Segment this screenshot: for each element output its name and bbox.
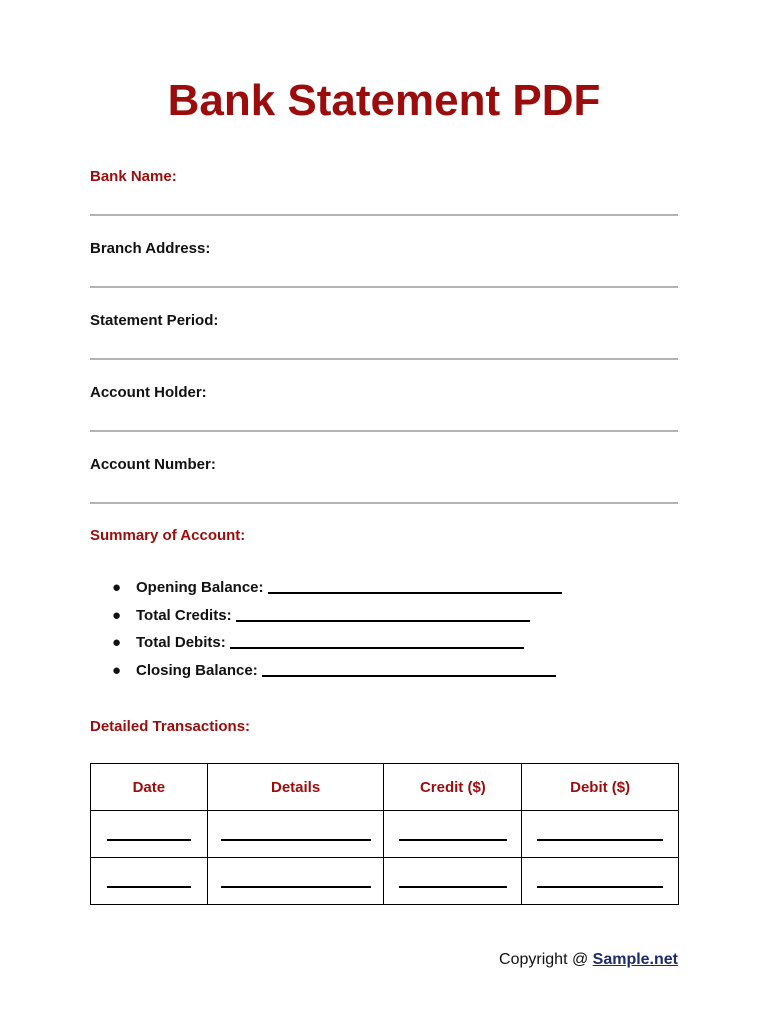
- branch-address-field[interactable]: [90, 240, 678, 288]
- list-item: [112, 579, 562, 607]
- credit-blank: [399, 829, 507, 841]
- copyright-notice: [499, 951, 678, 969]
- total-debits-label: Total Debits:: [136, 634, 226, 652]
- opening-balance-blank[interactable]: [268, 582, 562, 594]
- table-cell[interactable]: [91, 811, 208, 858]
- bullet-icon: ●: [112, 634, 122, 652]
- column-header-debit: Debit ($): [522, 764, 679, 811]
- account-number-field[interactable]: [90, 456, 678, 504]
- account-number-label: Account Number:: [90, 456, 216, 473]
- table-cell[interactable]: [522, 811, 679, 858]
- branch-address-label: Branch Address:: [90, 240, 211, 257]
- bullet-icon: ●: [112, 579, 122, 596]
- total-debits-blank[interactable]: [230, 637, 524, 649]
- list-item: [112, 634, 562, 662]
- table-cell[interactable]: [207, 858, 384, 905]
- summary-heading: Summary of Account:: [90, 527, 246, 544]
- transactions-table: [90, 763, 679, 905]
- column-header-credit: Credit ($): [384, 764, 522, 811]
- table-header-row: [91, 764, 679, 811]
- total-credits-blank[interactable]: [236, 610, 530, 622]
- closing-balance-label: Closing Balance:: [136, 661, 258, 679]
- copyright-text: Copyright @: [499, 951, 593, 968]
- summary-list: [112, 579, 562, 689]
- table-cell[interactable]: [384, 858, 522, 905]
- statement-period-label: Statement Period:: [90, 312, 219, 329]
- list-item: [112, 607, 562, 635]
- date-blank: [107, 876, 191, 888]
- bullet-icon: ●: [112, 661, 122, 679]
- account-holder-label: Account Holder:: [90, 384, 207, 401]
- column-header-date: Date: [91, 764, 208, 811]
- brand-link[interactable]: Sample.net: [592, 951, 678, 968]
- debit-blank: [537, 829, 663, 841]
- table-cell[interactable]: [207, 811, 384, 858]
- account-holder-field[interactable]: [90, 384, 678, 432]
- bank-name-field[interactable]: [90, 168, 678, 216]
- table-row: [91, 858, 679, 905]
- table-cell[interactable]: [91, 858, 208, 905]
- details-blank: [221, 876, 371, 888]
- table-row: [91, 811, 679, 858]
- transactions-heading: Detailed Transactions:: [90, 718, 251, 735]
- table-cell[interactable]: [384, 811, 522, 858]
- debit-blank: [537, 876, 663, 888]
- bank-name-label: Bank Name:: [90, 168, 177, 185]
- list-item: [112, 662, 562, 690]
- details-blank: [221, 829, 371, 841]
- bullet-icon: ●: [112, 606, 122, 624]
- table-cell[interactable]: [522, 858, 679, 905]
- document-title: Bank Statement PDF: [167, 76, 601, 125]
- statement-period-field[interactable]: [90, 312, 678, 360]
- credit-blank: [399, 876, 507, 888]
- opening-balance-label: Opening Balance:: [136, 579, 264, 596]
- total-credits-label: Total Credits:: [136, 606, 232, 624]
- column-header-details: Details: [207, 764, 384, 811]
- date-blank: [107, 829, 191, 841]
- closing-balance-blank[interactable]: [262, 665, 556, 677]
